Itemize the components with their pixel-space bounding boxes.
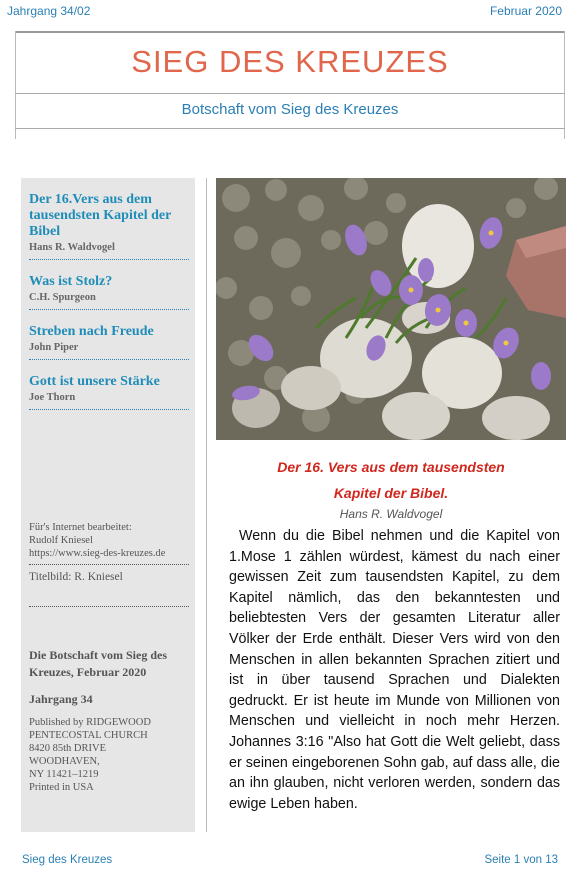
publisher-address	[29, 716, 189, 794]
toc-item[interactable]	[29, 260, 189, 310]
issue-date: Februar 2020	[489, 4, 562, 18]
article-title-line: Kapitel der Bibel.	[333, 485, 449, 501]
title-rule	[15, 93, 565, 94]
article-title-line: Der 16. Vers aus dem tausendsten	[277, 459, 505, 475]
publication-heading: Die Botschaft vom Sieg des Kreuzes, Februar 2020	[29, 648, 167, 679]
toc-item-author: C.H. Spurgeon	[29, 292, 96, 303]
publisher-line: 8420 85th DRIVE	[29, 743, 106, 754]
toc-item[interactable]	[29, 360, 189, 410]
footer-magazine-name: Sieg des Kreuzes	[22, 854, 113, 866]
publisher-line: Published by RIDGEWOOD	[29, 717, 151, 728]
toc-item-author: Joe Thorn	[29, 392, 76, 403]
credits	[29, 521, 189, 560]
toc-item-title[interactable]: Der 16.Vers aus dem tausendsten Kapitel der Bibel	[29, 192, 172, 239]
editor-name: Rudolf Kniesel	[29, 535, 93, 546]
article-author: Hans R. Waldvogel	[339, 507, 443, 521]
cover-photo-credit: Titelbild: R. Kniesel	[29, 571, 123, 583]
publisher-line: NY 11421–1219	[29, 769, 99, 780]
publication-info	[29, 647, 189, 794]
toc-item-title[interactable]: Streben nach Freude	[29, 324, 154, 339]
website-link[interactable]: https://www.sieg-des-kreuzes.de	[29, 548, 166, 559]
volume-label: Jahrgang 34/02	[7, 4, 91, 18]
toc-item-title[interactable]: Was ist Stolz?	[29, 274, 113, 289]
sidebar	[21, 178, 195, 832]
toc-item-title[interactable]: Gott ist unsere Stärke	[29, 374, 160, 389]
article-title	[216, 454, 566, 506]
publication-volume: Jahrgang 34	[29, 692, 93, 706]
toc-item-author: John Piper	[29, 342, 79, 353]
edited-label: Für's Internet bearbeitet:	[29, 522, 132, 533]
article-body-text: Wenn du die Bibel nehmen und die Kapitel von 1.Mose 1 zählen würdest, kämest du nach einer gewissen Zeit zum tausendsten Kapitel, zu dem Kapitel nämlich, das den bekanntesten und beliebtesten Vers der gesamten Literatur aller Völker der Erde enthält. Dieser Vers wird von den Menschen in allen bekannten Sprachen zitiert und ist in über tausend Sprachen und Dialekten gedruckt. Er ist heute im Munde von Millionen von Menschen und vielleicht in noch mehr Herzen. Johannes 3:16 "Also hat Gott die Welt geliebt, dass er seinen eingeborenen Sohn gab, auf dass alle, die an ihn glauben, nicht verloren werden, sondern das ewige Leben haben.	[229, 528, 560, 812]
column-divider	[206, 178, 207, 832]
cover-photo	[216, 178, 566, 440]
toc-item[interactable]	[29, 310, 189, 360]
publisher-line: WOODHAVEN,	[29, 756, 100, 767]
article-body	[229, 526, 560, 814]
toc-item[interactable]	[29, 178, 189, 260]
page-number: Seite 1 von 13	[484, 854, 558, 866]
divider	[29, 564, 189, 565]
toc-item-author: Hans R. Waldvogel	[29, 242, 115, 253]
subtitle-rule	[15, 128, 565, 129]
publisher-line: Printed in USA	[29, 782, 94, 793]
publisher-line: PENTECOSTAL CHURCH	[29, 730, 148, 741]
magazine-title: SIEG DES KREUZES	[131, 44, 449, 79]
divider	[29, 606, 189, 607]
header-rule	[15, 31, 565, 33]
magazine-subtitle: Botschaft vom Sieg des Kreuzes	[181, 101, 399, 118]
